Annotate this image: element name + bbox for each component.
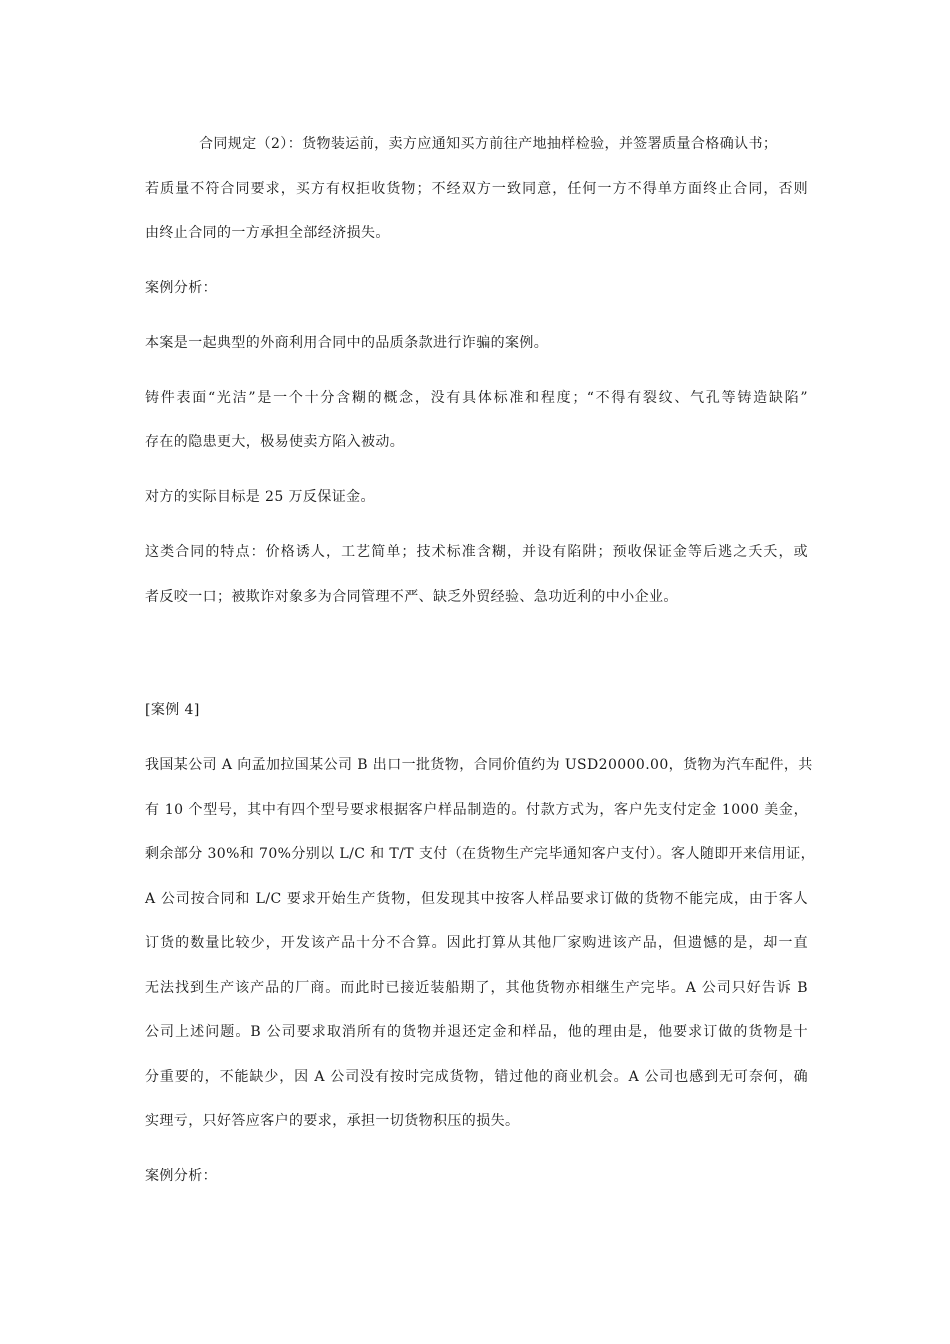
section-heading: 案例分析： [145,1168,217,1184]
paragraph-line: A 公司按合同和 L/C 要求开始生产货物，但发现其中按客人样品要求订做的货物不能完成，由于客人 [145,891,808,907]
paragraph-line: 我国某公司 A 向孟加拉国某公司 B 出口一批货物，合同价值约为 USD20000.00，货物为汽车配件，共 [145,757,813,773]
section-heading: 案例分析： [145,280,217,296]
paragraph-line: 对方的实际目标是 25 万反保证金。 [145,489,375,505]
paragraph-line: 合同规定（2）：货物装运前，卖方应通知买方前往产地抽样检验，并签署质量合格确认书； [199,136,778,152]
paragraph-line: 分重要的，不能缺少，因 A 公司没有按时完成货物，错过他的商业机会。A 公司也感到无可奈何，确 [145,1069,808,1085]
paragraph-line: 本案是一起典型的外商利用合同中的品质条款进行诈骗的案例。 [145,335,549,351]
paragraph-line: 这类合同的特点：价格诱人，工艺简单；技术标准含糊，并设有陷阱；预收保证金等后逃之夭夭，或 [145,544,808,560]
paragraph-line: 存在的隐患更大，极易使卖方陷入被动。 [145,434,405,450]
paragraph-line: 者反咬一口；被欺诈对象多为合同管理不严、缺乏外贸经验、急功近利的中小企业。 [145,589,678,605]
paragraph-line: 无法找到生产该产品的厂商。而此时已接近装船期了，其他货物亦相继生产完毕。A 公司只好告诉 B [145,980,808,996]
case-heading: [案例 4] [145,702,200,718]
paragraph-line: 若质量不符合同要求，买方有权拒收货物；不经双方一致同意，任何一方不得单方面终止合同，否则 [145,181,808,197]
paragraph-line: 铸件表面“光洁”是一个十分含糊的概念，没有具体标准和程度；“不得有裂纹、气孔等铸造缺陷” [145,390,808,406]
paragraph-line: 订货的数量比较少，开发该产品十分不合算。因此打算从其他厂家购进该产品，但遗憾的是，却一直 [145,935,808,951]
paragraph-line: 由终止合同的一方承担全部经济损失。 [145,225,390,241]
paragraph-line: 实理亏，只好答应客户的要求，承担一切货物积压的损失。 [145,1113,520,1129]
paragraph-line: 公司上述问题。B 公司要求取消所有的货物并退还定金和样品，他的理由是，他要求订做的货物是十 [145,1024,808,1040]
paragraph-line: 剩余部分 30%和 70%分别以 L/C 和 T/T 支付（在货物生产完毕通知客户支付）。客人随即开来信用证， [145,846,816,862]
paragraph-line: 有 10 个型号，其中有四个型号要求根据客户样品制造的。付款方式为，客户先支付定金 1000 美金， [145,802,808,818]
